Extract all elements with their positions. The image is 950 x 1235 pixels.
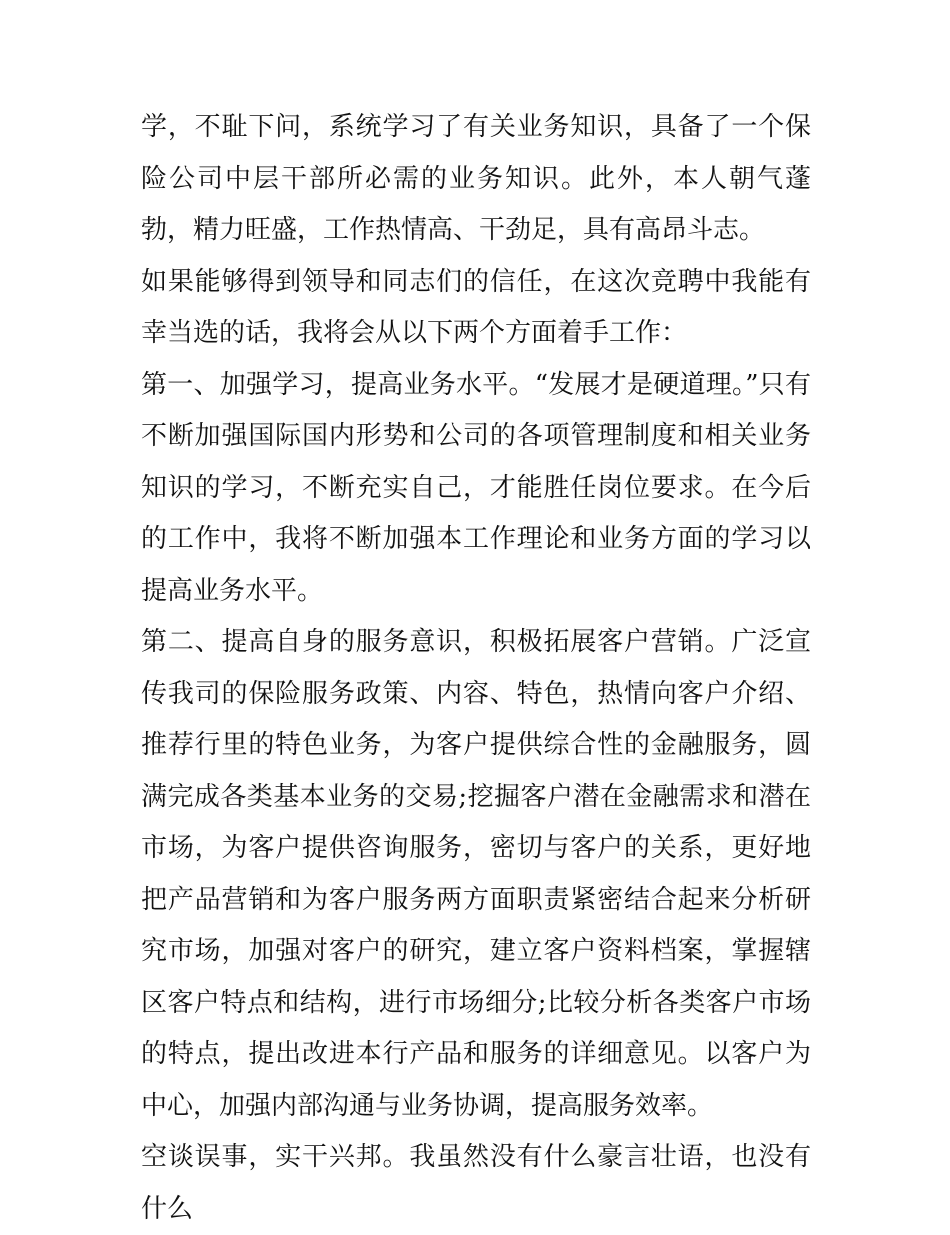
paragraph-4: 第二、提高自身的服务意识，积极拓展客户营销。广泛宣传我司的保险服务政策、内容、特色，热情向客户介绍、推荐行里的特色业务，为客户提供综合性的金融服务，圆满完成各类基本业务的交易;挖掘客户潜在金融需求和潜在市场，为客户提供咨询服务，密切与客户的关系，更好地把产品营销和为客户服务两方面职责紧密结合起来分析研究市场，加强对客户的研究，建立客户资料档案，掌握辖区客户特点和结构，进行市场细分;比较分析各类客户市场的特点，提出改进本行产品和服务的详细意见。以客户为中心，加强内部沟通与业务协调，提高服务效率。 [141, 627, 811, 1121]
paragraph-5: 空谈误事，实干兴邦。我虽然没有什么豪言壮语，也没有什么 [141, 1142, 811, 1224]
document-body [141, 102, 811, 1235]
paragraph-1: 学，不耻下问，系统学习了有关业务知识，具备了一个保险公司中层干部所必需的业务知识。此外，本人朝气蓬勃，精力旺盛，工作热情高、干劲足，具有高昂斗志。 [141, 112, 811, 245]
paragraph-3: 第一、加强学习，提高业务水平。“发展才是硬道理。”只有不断加强国际国内形势和公司的各项管理制度和相关业务知识的学习，不断充实自己，才能胜任岗位要求。在今后的工作中，我将不断加强本工作理论和业务方面的学习以提高业务水平。 [141, 369, 811, 606]
paragraph-2: 如果能够得到领导和同志们的信任，在这次竞聘中我能有幸当选的话，我将会从以下两个方面着手工作： [141, 266, 811, 348]
